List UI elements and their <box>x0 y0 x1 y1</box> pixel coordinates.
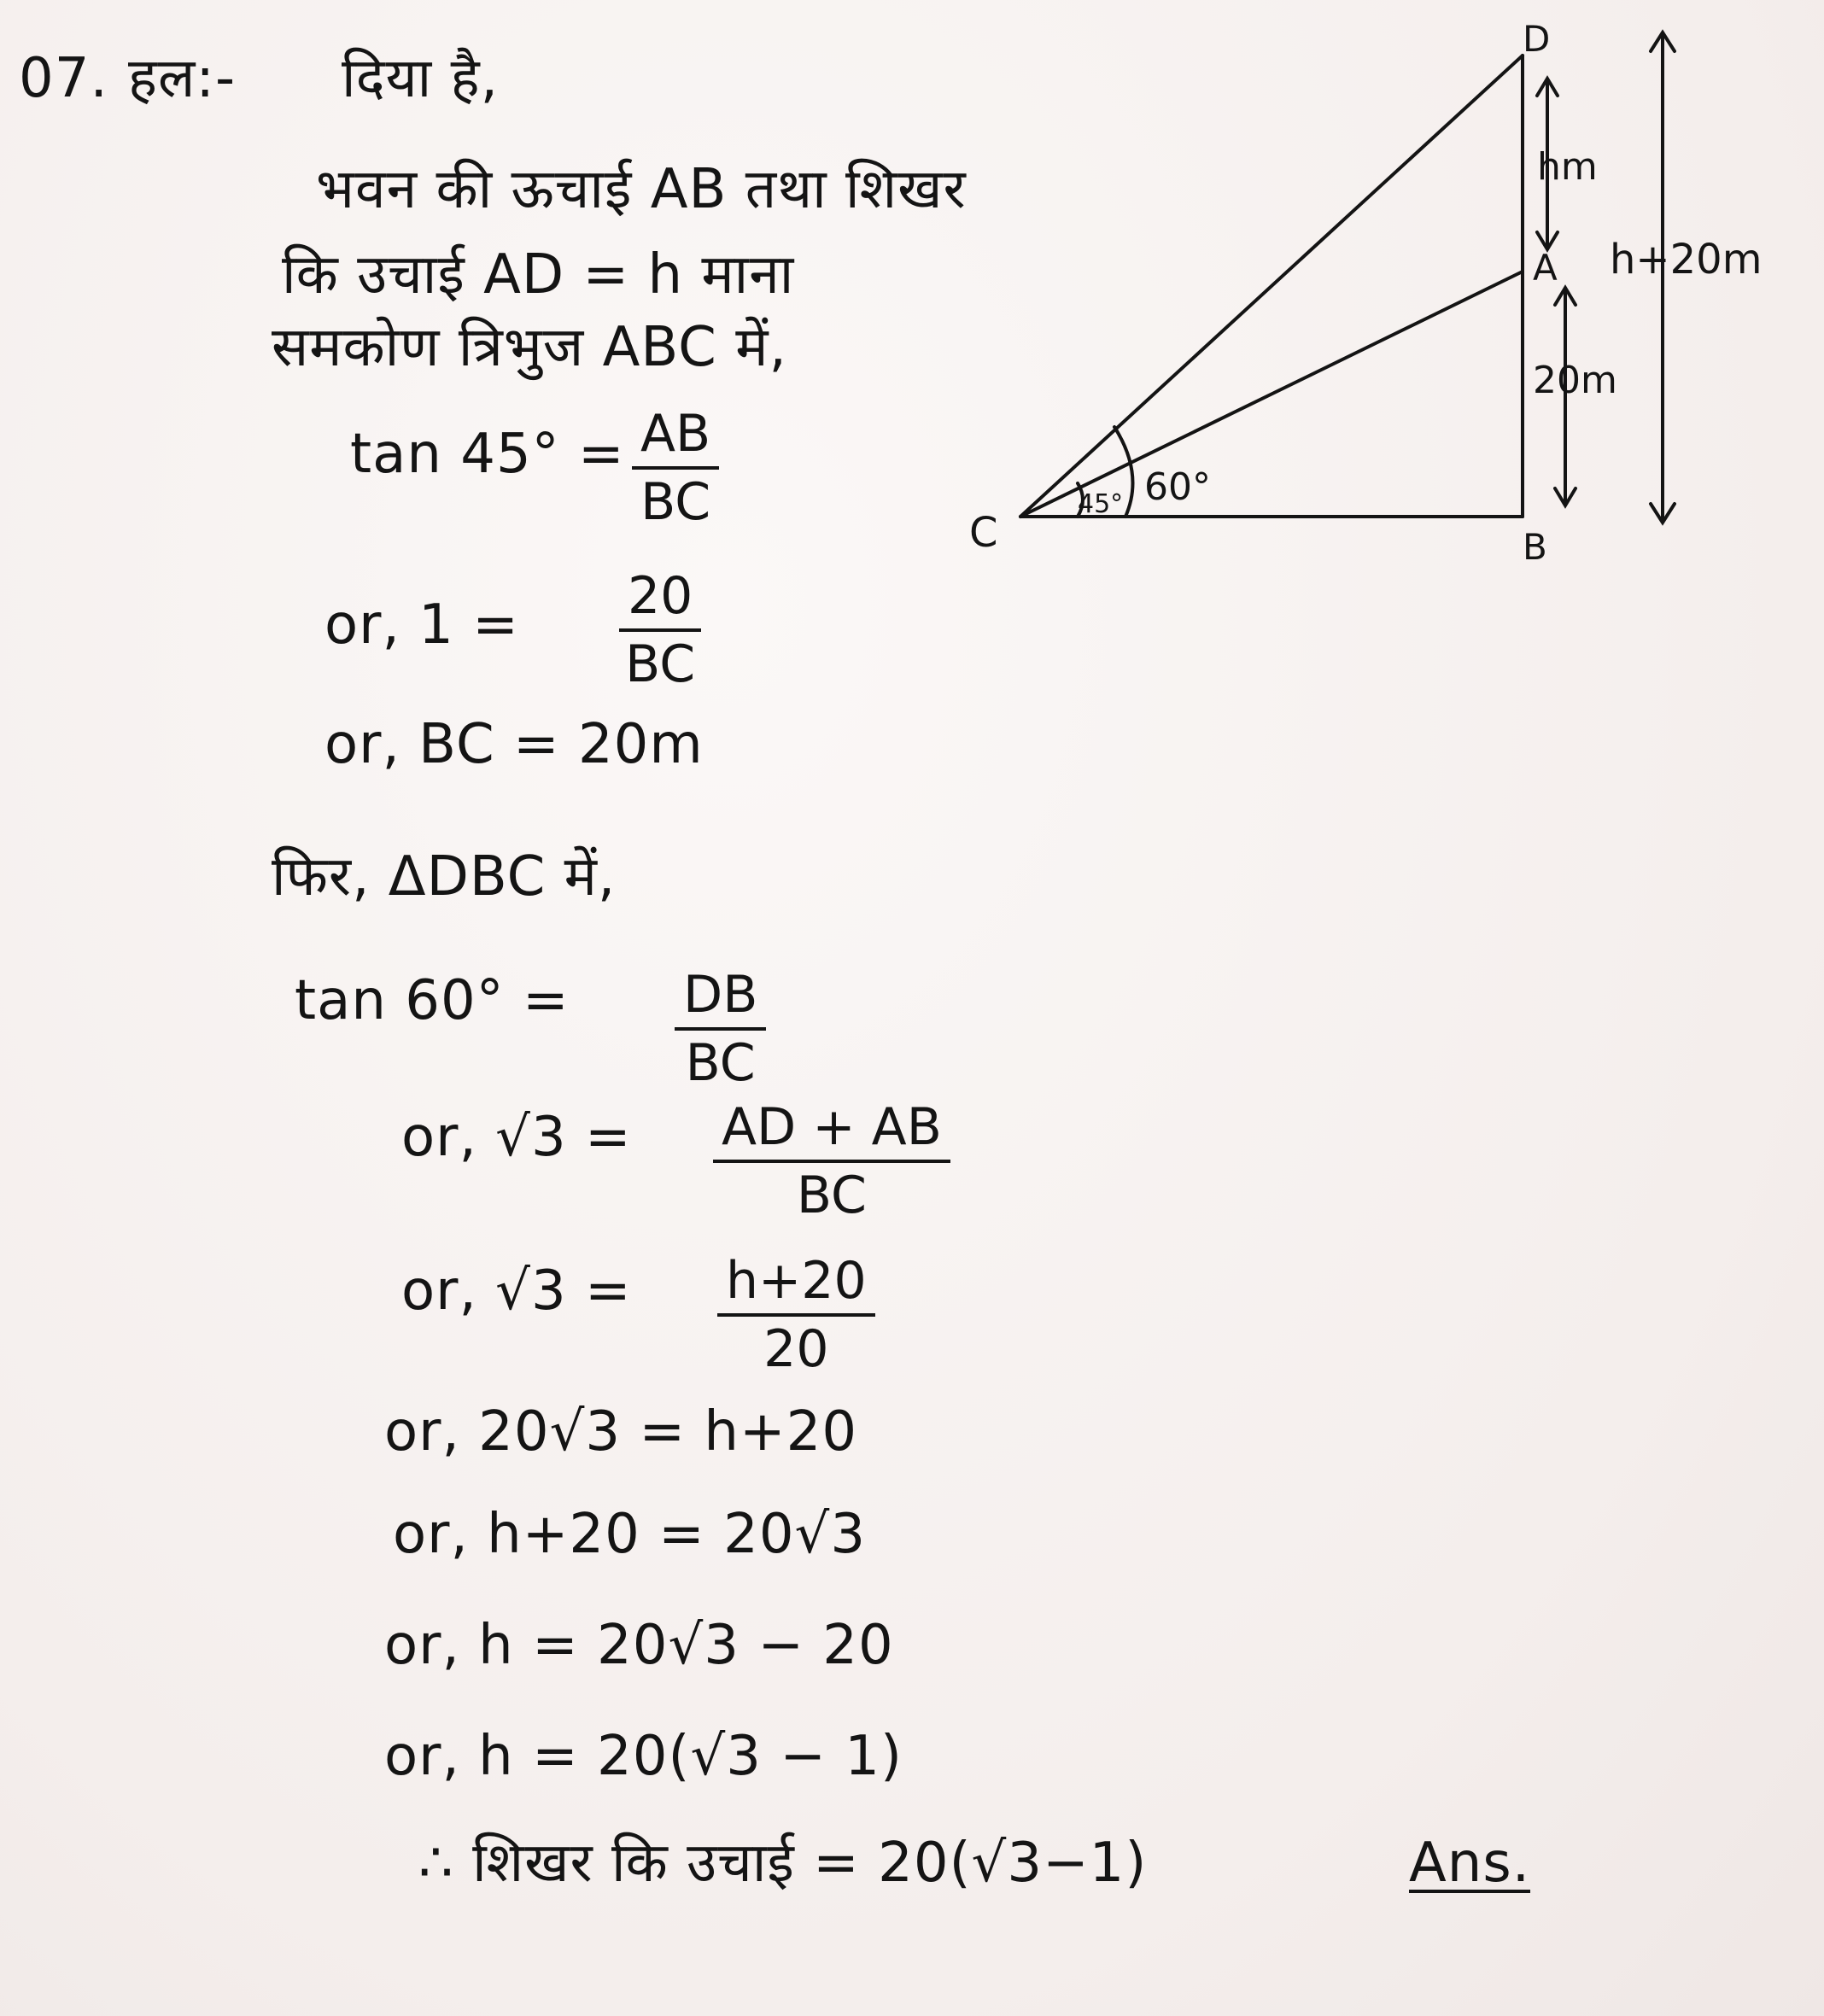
step2-line3-lhs: or, √3 = <box>401 1259 632 1323</box>
tan45-lhs: tan 45° = <box>350 423 625 486</box>
vertex-d: D <box>1523 18 1551 60</box>
tan45-numerator: AB <box>632 408 719 470</box>
vertex-a: A <box>1533 247 1558 289</box>
step2-line7: or, h = 20(√3 − 1) <box>384 1725 903 1788</box>
given-label: दिया है, <box>342 47 499 110</box>
angle-label-60: 60° <box>1144 465 1211 509</box>
step2-intro: फिर, ΔDBC में, <box>272 845 617 909</box>
step1-line2-lhs: or, 1 = <box>324 593 519 657</box>
tan60-lhs: tan 60° = <box>295 969 570 1032</box>
step2-line3-numerator: h+20 <box>717 1255 875 1317</box>
step1-line2-numerator: 20 <box>619 570 701 632</box>
length-ad-label: hm <box>1537 145 1598 189</box>
step2-line2-denominator: BC <box>796 1166 867 1225</box>
tan60-numerator: DB <box>675 969 766 1031</box>
vertex-b: B <box>1523 526 1547 568</box>
step1-line3: or, BC = 20m <box>324 713 704 776</box>
length-ab-label: 20m <box>1533 359 1617 402</box>
step2-line6: or, h = 20√3 − 20 <box>384 1614 894 1677</box>
step1-line2-denominator: BC <box>625 634 696 694</box>
tan45-denominator: BC <box>640 472 711 532</box>
step2-line2-lhs: or, √3 = <box>401 1106 632 1169</box>
answer-tag: Ans. <box>1409 1832 1531 1895</box>
intro-line-3: समकोण त्रिभुज ABC में, <box>272 316 787 379</box>
angle-label-45: 45° <box>1078 489 1124 519</box>
step2-line3-denominator: 20 <box>763 1319 829 1379</box>
length-db-label: h+20m <box>1610 236 1763 283</box>
step2-line2-numerator: AD + AB <box>713 1101 950 1163</box>
tan60-denominator: BC <box>685 1033 756 1093</box>
vertex-c: C <box>969 509 998 557</box>
step2-line4: or, 20√3 = h+20 <box>384 1400 858 1464</box>
intro-line-2: कि उचाई AD = h माना <box>282 243 795 307</box>
step2-line5: or, h+20 = 20√3 <box>393 1503 867 1566</box>
line-ca <box>1020 272 1523 517</box>
question-number: 07. <box>19 47 108 110</box>
solution-label: हल:- <box>128 47 237 110</box>
intro-line-1: भवन की ऊचाई AB तथा शिखर <box>316 158 967 221</box>
answer-line: ∴ शिखर कि उचाई = 20(√3−1) <box>418 1832 1148 1895</box>
line-cd <box>1020 56 1523 517</box>
